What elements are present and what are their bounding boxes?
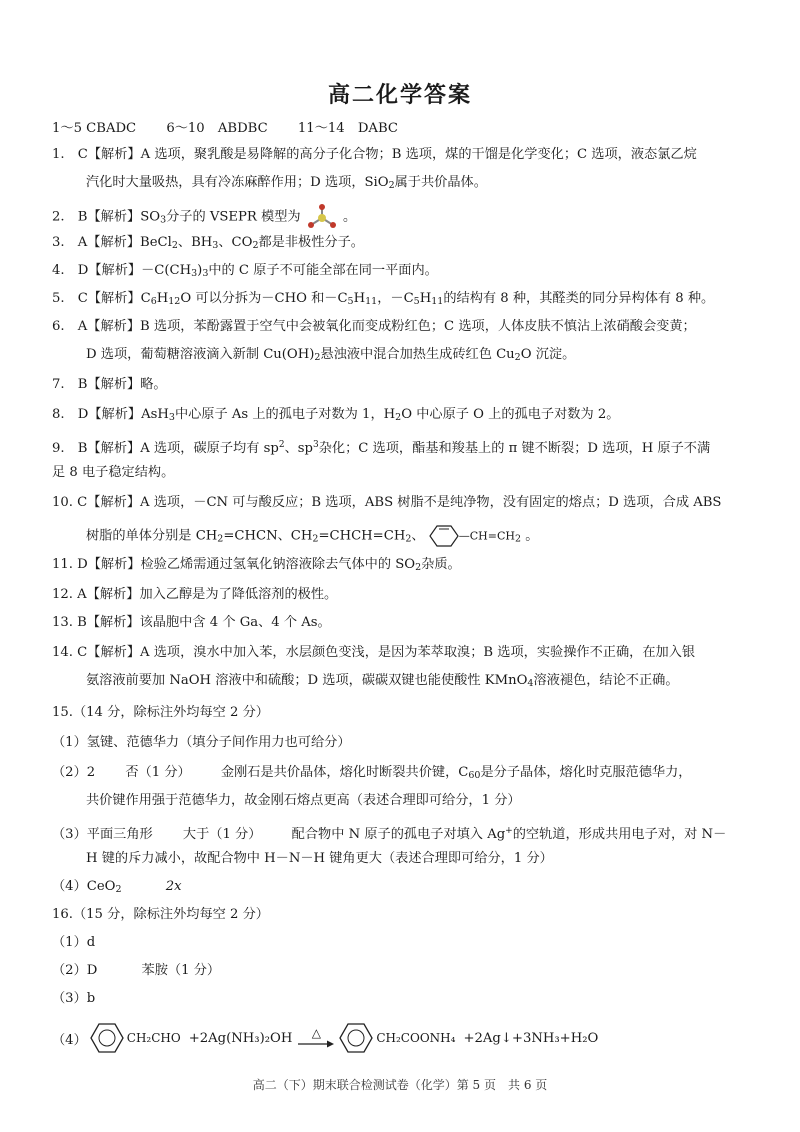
text-run: 3. A【解析】BeCl — [52, 235, 172, 250]
subscript: 4 — [527, 678, 534, 689]
benzene-ring-icon — [338, 1021, 374, 1055]
answer-13-line: 13. B【解析】该晶胞中含 4 个 Ga、4 个 As。 — [52, 615, 331, 630]
reaction-condition: △ — [311, 1026, 321, 1040]
text-run: 杂质。 — [421, 557, 461, 572]
answer-4-line — [52, 262, 438, 283]
text-run: O 中心原子 O 上的孤电子对数为 2。 — [401, 407, 620, 422]
subscript: 2 — [314, 352, 321, 363]
answer-16-part-2 — [52, 962, 220, 980]
text-run: 2x — [165, 879, 182, 894]
text-run: 9. B【解析】A 选项，碳原子均有 sp — [52, 441, 279, 456]
text-run: 、 — [411, 528, 425, 544]
text-run: 、BH — [177, 235, 213, 250]
subscript: 2 — [515, 533, 522, 545]
text-run: O 可以分拆为－CHO 和－C — [180, 291, 348, 306]
text-run: 。 — [343, 209, 357, 225]
answer-11-line — [52, 556, 461, 577]
answer-15-part-4 — [52, 878, 182, 899]
text-run: 、sp — [284, 441, 313, 456]
answer-16-head: 16.（15 分，除标注外均每空 2 分） — [52, 907, 269, 922]
subscript: 3 — [191, 268, 198, 279]
text-run: 都是非极性分子。 — [258, 235, 364, 250]
benzene-ring-icon — [429, 524, 459, 548]
text-run: 大于（1 分） — [182, 827, 262, 842]
text-run: 的结构有 8 种，其醛类的同分异构体有 8 种。 — [443, 291, 715, 306]
choice-answers-line — [52, 120, 398, 138]
subscript: 2 — [395, 412, 402, 423]
subscript: 5 — [347, 296, 354, 307]
answer-12-line: 12. A【解析】加入乙醇是为了降低溶剂的极性。 — [52, 587, 338, 602]
answer-1-line-2 — [86, 174, 487, 195]
answer-2-line — [52, 204, 356, 230]
text-run: 中的 C 原子不可能全部在同一平面内。 — [208, 263, 438, 278]
text-run: H — [353, 291, 366, 306]
text-run: +2Ag↓+3NH₃+H₂O — [463, 1030, 599, 1046]
subscript: 3 — [160, 214, 167, 226]
text-run: H — [156, 291, 169, 306]
page-footer: 高二（下）期末联合检测试卷（化学）第 5 页 共 6 页 — [252, 1078, 548, 1092]
subscript: 6 — [150, 296, 157, 307]
answer-10-line-2 — [86, 524, 538, 549]
subscript: 2 — [514, 352, 521, 363]
text-run: 。 — [525, 528, 539, 544]
text-run: 的空轨道，形成共用电子对，对 N－ — [512, 827, 727, 842]
subscript: 2 — [115, 884, 122, 895]
subscript: 2 — [415, 562, 422, 573]
text-run: =CHCH=CH — [318, 528, 406, 544]
answer-7-line: 7. B【解析】略。 — [52, 377, 167, 392]
text-run: ) — [197, 263, 203, 278]
answer-5-line — [52, 290, 714, 311]
subscript: 2 — [312, 533, 319, 545]
choice-group-3: 11～14 DABC — [297, 121, 398, 136]
answer-15-part-2-line-1 — [52, 764, 691, 785]
text-run: H — [419, 291, 432, 306]
answer-10-line-1: 10. C【解析】A 选项，－CN 可与酸反应；B 选项，ABS 树脂不是纯净物，没有固定的熔点；D 选项，合成 ABS — [52, 495, 722, 510]
subscript: 2 — [388, 180, 395, 191]
subscript: 2 — [405, 533, 412, 545]
text-run: 、CO — [218, 235, 253, 250]
text-run: 2. B【解析】SO — [52, 209, 161, 225]
answer-6-line-1: 6. A【解析】B 选项，苯酚露置于空气中会被氧化而变成粉红色；C 选项，人体皮肤不慎沾上浓硝酸会变黄； — [52, 319, 696, 334]
answer-6-line-2 — [86, 346, 575, 367]
text-run: +2Ag(NH₃)₂OH — [188, 1030, 293, 1046]
benzene-ring-icon — [89, 1021, 125, 1055]
text-run: 树脂的单体分别是 CH — [86, 528, 218, 544]
answer-14-line-1: 14. C【解析】A 选项，溴水中加入苯，水层颜色变浅，是因为苯萃取溴；B 选项，实验操作不正确，在加入银 — [52, 645, 696, 660]
text-run: 5. C【解析】C — [52, 291, 151, 306]
subscript: 3 — [212, 240, 219, 251]
text-run: （3）平面三角形 — [52, 827, 153, 842]
text-run: 分子的 VSEPR 模型为 — [166, 209, 301, 225]
answer-15-head: 15.（14 分，除标注外均每空 2 分） — [52, 705, 269, 720]
text-run: ，－C — [377, 291, 414, 306]
subscript: 2 — [217, 533, 224, 545]
arrow-right-icon — [298, 1039, 334, 1049]
answer-16-part-1: （1）d — [52, 935, 96, 950]
choice-group-2: 6～10 ABDBC — [166, 121, 268, 136]
answer-8-line — [52, 406, 619, 427]
text-run: （2）2 — [52, 765, 96, 780]
text-run: 溶液褪色，结论不正确。 — [533, 673, 679, 688]
answer-15-part-1: （1）氢键、范德华力（填分子间作用力也可给分） — [52, 735, 351, 750]
text-run: 金刚石是共价晶体，熔化时断裂共价键，C — [220, 765, 469, 780]
answer-15-part-3-line-1 — [52, 822, 726, 844]
superscript: + — [505, 826, 513, 836]
text-run: 中心原子 As 上的孤电子对数为 1，H — [174, 407, 396, 422]
reaction-arrow — [298, 1027, 334, 1049]
text-run: 8. D【解析】AsH — [52, 407, 169, 422]
superscript: 3 — [312, 440, 319, 450]
trigonal-planar-model-icon — [305, 204, 339, 230]
subscript: 3 — [202, 268, 209, 279]
text-run: 11. D【解析】检验乙烯需通过氢氧化钠溶液除去气体中的 SO — [52, 557, 416, 572]
answer-16-part-4-equation — [52, 1018, 600, 1058]
text-run: （4） — [52, 1032, 87, 1048]
answer-15-part-3-line-2: H 键的斥力减小，故配合物中 H－N－H 键角更大（表述合理即可给分，1 分） — [86, 851, 553, 866]
text-run: —CH=CH — [458, 529, 516, 543]
text-run: 杂化；C 选项，酯基和羧基上的 π 键不断裂；D 选项，H 原子不满 — [318, 441, 711, 456]
subscript: 12 — [168, 296, 181, 307]
choice-group-1: 1～5 CBADC — [52, 121, 137, 136]
text-run: CH₂CHO — [126, 1031, 181, 1045]
text-run: （4）CeO — [52, 879, 116, 894]
text-run: 否（1 分） — [125, 765, 191, 780]
subscript: 11 — [431, 296, 444, 307]
text-run: CH₂COONH₄ — [376, 1031, 456, 1045]
text-run: O 沉淀。 — [520, 347, 576, 362]
text-run: 汽化时大量吸热，具有冷冻麻醉作用；D 选项，SiO — [86, 175, 389, 190]
subscript: 3 — [168, 412, 175, 423]
text-run: （2）D — [52, 963, 98, 978]
answer-9-line-2: 足 8 电子稳定结构。 — [52, 465, 175, 480]
answer-3-line — [52, 234, 364, 255]
answer-14-line-2 — [86, 672, 679, 693]
text-run: D 选项，葡萄糖溶液滴入新制 Cu(OH) — [86, 347, 315, 362]
subscript: 11 — [365, 296, 378, 307]
text-run: 4. D【解析】－C(CH — [52, 263, 192, 278]
subscript: 2 — [171, 240, 178, 251]
answer-9-line-1 — [52, 436, 710, 458]
answer-1-line-1: 1. C【解析】A 选项，聚乳酸是易降解的高分子化合物；B 选项，煤的干馏是化学变化；C 选项，液态氯乙烷 — [52, 147, 697, 162]
text-run: =CHCN、CH — [223, 528, 313, 544]
answer-16-part-3: （3）b — [52, 991, 96, 1006]
subscript: 2 — [252, 240, 259, 251]
subscript: 60 — [468, 770, 481, 781]
answer-15-part-2-line-2: 共价键作用强于范德华力，故金刚石熔点更高（表述合理即可给分，1 分） — [86, 793, 521, 808]
text-run: 苯胺（1 分） — [141, 963, 221, 978]
text-run: 属于共价晶体。 — [394, 175, 487, 190]
text-run: 悬浊液中混合加热生成砖红色 Cu — [320, 347, 515, 362]
text-run: 配合物中 N 原子的孤电子对填入 Ag — [291, 827, 506, 842]
superscript: 2 — [278, 440, 285, 450]
text-run: 氨溶液前要加 NaOH 溶液中和硫酸；D 选项，碳碳双键也能使酸性 KMnO — [86, 673, 528, 688]
subscript: 5 — [413, 296, 420, 307]
text-run: 是分子晶体，熔化时克服范德华力， — [480, 765, 692, 780]
page-title: 高二化学答案 — [327, 83, 472, 108]
